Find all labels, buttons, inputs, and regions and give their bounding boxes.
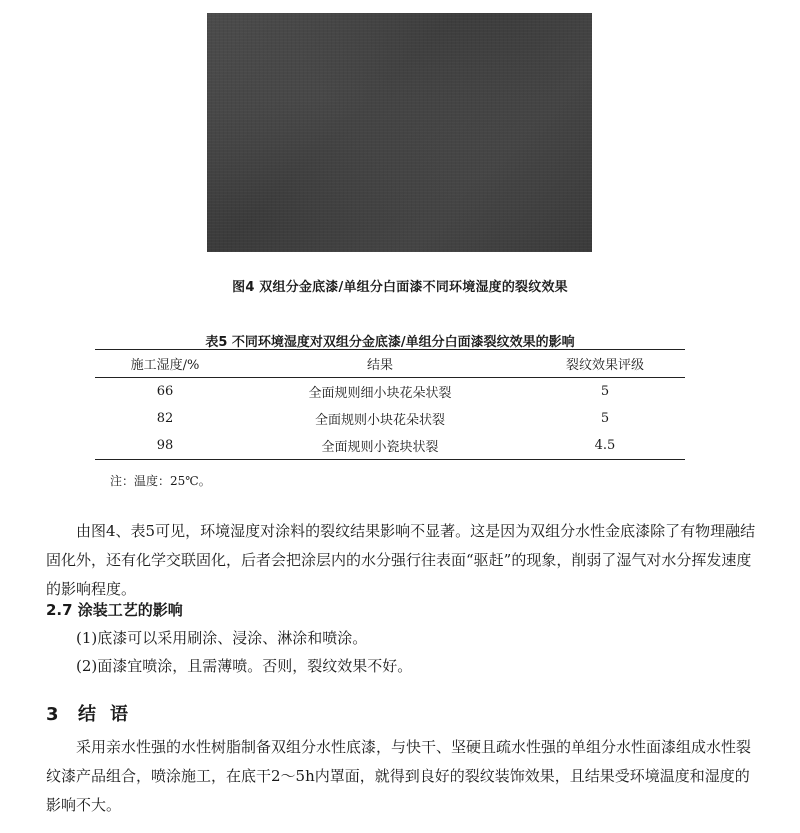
table-header-row xyxy=(95,350,685,378)
table-row xyxy=(95,378,685,406)
table-row xyxy=(95,405,685,432)
table-row xyxy=(95,432,685,460)
cell-result: 全面规则小块花朵状裂 xyxy=(314,413,445,428)
section-2-7-item-2: (2)面漆宜喷涂，且需薄喷。否则，裂纹效果不好。 xyxy=(76,657,413,675)
cell-rating: 5 xyxy=(600,384,610,399)
section-2-7-item-1: (1)底漆可以采用刷涂、浸涂、淋涂和喷涂。 xyxy=(76,629,368,647)
header-rating: 裂纹效果评级 xyxy=(525,350,685,378)
figure-caption: 图4 双组分金底漆/单组分白面漆不同环境湿度的裂纹效果 xyxy=(232,280,568,295)
table-note: 注：温度：25℃。 xyxy=(110,474,211,488)
body-paragraph-1 xyxy=(46,517,758,604)
section-3-number: 3 xyxy=(46,704,59,725)
section-3-heading xyxy=(46,700,142,726)
cell-rating: 4.5 xyxy=(594,438,616,453)
table-caption: 表5 不同环境湿度对双组分金底漆/单组分白面漆裂纹效果的影响 xyxy=(205,335,575,350)
cell-result: 全面规则小瓷块状裂 xyxy=(321,440,439,455)
cell-humidity: 82 xyxy=(156,411,174,426)
section-2-7-heading: 2.7 涂装工艺的影响 xyxy=(46,601,183,619)
humidity-results-table xyxy=(95,349,685,460)
header-result: 结果 xyxy=(235,350,525,378)
cell-result: 全面规则细小块花朵状裂 xyxy=(308,386,452,401)
conclusion-paragraph xyxy=(46,733,758,820)
crackle-effect-photo xyxy=(207,13,592,252)
cell-humidity: 98 xyxy=(156,438,174,453)
cell-rating: 5 xyxy=(600,411,610,426)
header-humidity: 施工湿度/% xyxy=(95,350,235,378)
section-3-title: 结语 xyxy=(78,704,142,725)
paragraph-1-text: 由图4、表5可见，环境湿度对涂料的裂纹结果影响不显著。这是因为双组分水性金底漆除了有物理融结固化外，还有化学交联固化，后者会把涂层内的水分强行往表面“驱赶”的现象，削弱了湿气对水分挥发速度的影响程度。 xyxy=(46,522,756,598)
cell-humidity: 66 xyxy=(156,384,174,399)
conclusion-text: 采用亲水性强的水性树脂制备双组分水性底漆，与快干、坚硬且疏水性强的单组分水性面漆组成水性裂纹漆产品组合，喷涂施工，在底干2～5h内罩面，就得到良好的裂纹装饰效果，且结果受环境温度和湿度的影响不大。 xyxy=(46,738,752,814)
photo-texture xyxy=(207,13,592,252)
